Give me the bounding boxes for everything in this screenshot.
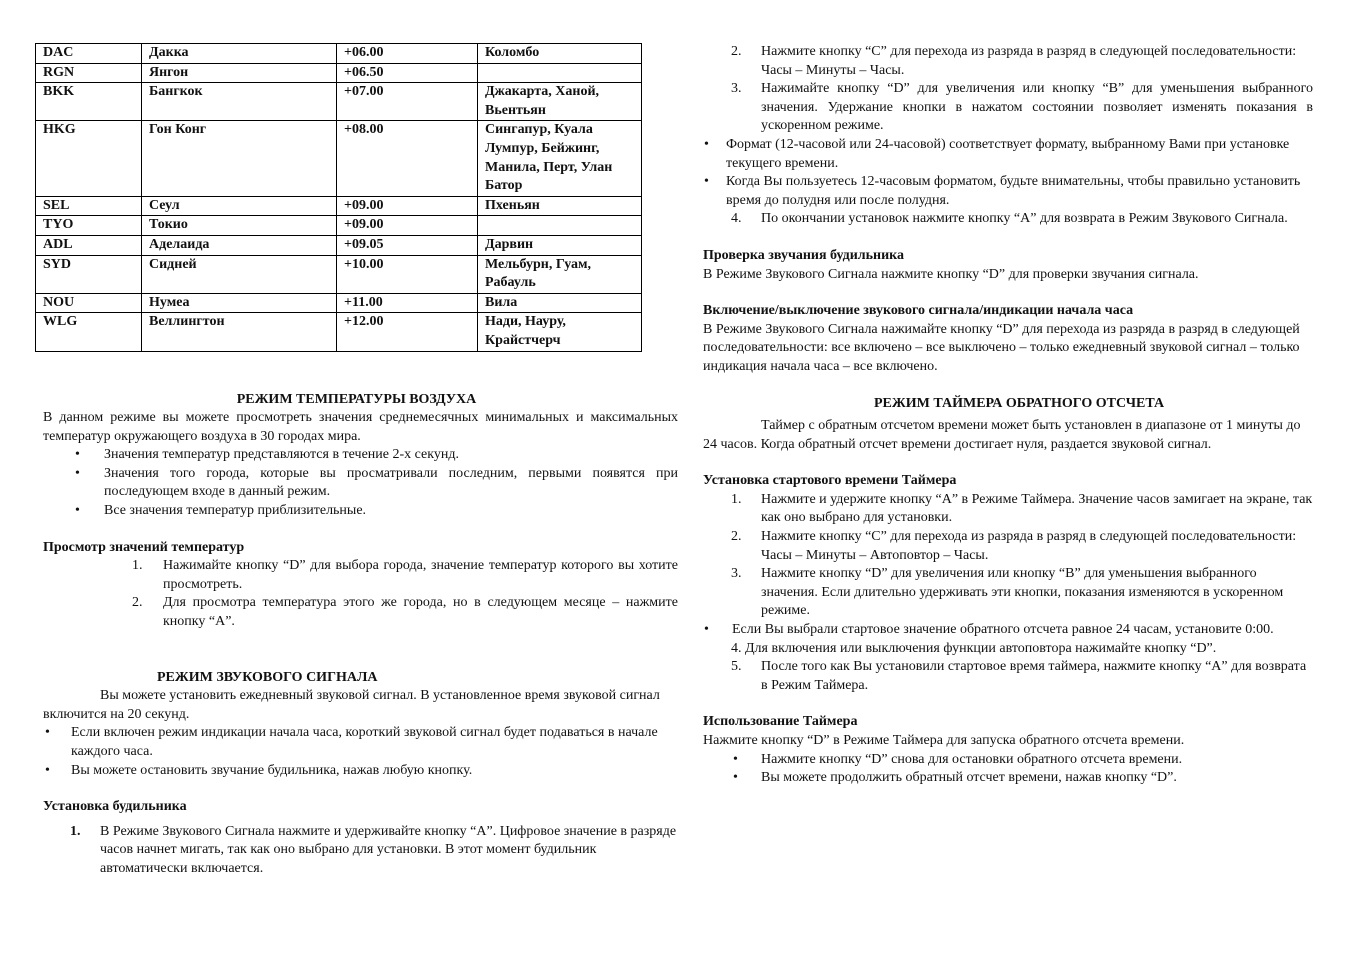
table-cell-also: Коломбо (478, 44, 642, 64)
alarm-sequence: Часы – Минуты – Часы. (761, 62, 905, 78)
table-cell-code: ADL (36, 235, 142, 255)
table-cell-city: Аделаида (142, 235, 337, 255)
table-cell-city: Веллингтон (142, 313, 337, 351)
list-item: 2. Для просмотра температура этого же города, но в следующем месяце – нажмите кнопку “A”. (132, 595, 678, 630)
table-cell-city: Токио (142, 216, 337, 236)
list-item: 1. В Режиме Звукового Сигнала нажмите и удерживайте кнопку “A”. Цифровое значение в разряде часов начнет мигать, так как оно выбрано для установки. В этот момент будильник автоматически включается. (70, 823, 677, 876)
bullet-icon: • (733, 751, 738, 767)
timer-24h-bullet (703, 621, 1313, 640)
table-cell-code: NOU (36, 293, 142, 313)
bullet-icon: • (75, 503, 80, 519)
table-cell-city: Дакка (142, 44, 337, 64)
table-cell-offset: +06.50 (337, 63, 478, 83)
bullet-icon: • (75, 447, 80, 463)
table-cell-offset: +09.00 (337, 216, 478, 236)
list-item: 3. Нажмите кнопку “D” для увеличения или кнопку “B” для уменьшения выбранного значения. Если длительно удерживать эти кнопки, показания изменяются в ускоренном режиме. (731, 566, 1284, 619)
table-cell-code: DAC (36, 44, 142, 64)
timer-use-text: Нажмите кнопку “D” в Режиме Таймера для запуска обратного отсчета времени. (703, 733, 1185, 748)
alarm-test-text: В Режиме Звукового Сигнала нажмите кнопку “D” для проверки звучания сигнала. (703, 266, 1199, 282)
table-cell-offset: +10.00 (337, 255, 478, 293)
alarm-setup-title: Установка будильника (43, 799, 187, 815)
table-cell-also: Вила (478, 293, 642, 313)
bullet-icon: • (704, 622, 709, 638)
list-item: • Вы можете продолжить обратный отсчет времени, нажав кнопку “D”. (703, 769, 1313, 788)
alarm-heading: РЕЖИМ ЗВУКОВОГО СИГНАЛА (157, 669, 378, 685)
table-cell-offset: +06.00 (337, 44, 478, 64)
alarm-setup-step1 (35, 823, 678, 879)
list-item: • Если Вы выбрали стартовое значение обратного отсчета равное 24 часам, установите 0:00. (703, 621, 1313, 640)
city-table-body (36, 44, 642, 352)
temperature-view-title: Просмотр значений температур (43, 539, 245, 555)
timer-setup-steps (703, 491, 1313, 621)
table-cell-offset: +07.00 (337, 83, 478, 121)
table-row (36, 255, 642, 293)
table-row (36, 293, 642, 313)
left-column (35, 0, 678, 879)
table-row (36, 121, 642, 196)
list-item: • Когда Вы пользуетесь 12-часовым форматом, будьте внимательны, чтобы правильно установить время до полудня или после полудня. (704, 174, 1301, 208)
alarm-setup-step4 (703, 210, 1313, 229)
bullet-icon: • (45, 725, 50, 741)
alarm-test-title: Проверка звучания будильника (703, 247, 905, 263)
list-item: • Если включен режим индикации начала часа, короткий звуковой сигнал будет подаваться в начале каждого часа. (45, 725, 658, 759)
list-item: 2. Нажмите кнопку “C” для перехода из разряда в разряд в следующей последовательности: Часы – Минуты – Часы. (703, 43, 1313, 80)
table-cell-offset: +11.00 (337, 293, 478, 313)
table-cell-offset: +09.00 (337, 196, 478, 216)
city-table (35, 43, 642, 352)
temperature-bullets (35, 446, 678, 520)
alarm-bullets (35, 724, 678, 780)
temperature-view-steps (35, 557, 678, 631)
bullet-icon: • (704, 174, 709, 190)
list-item: • Значения того города, которые вы просматривали последним, первыми появятся при последующем входе в данный режим. (75, 465, 678, 500)
list-item: • Нажмите кнопку “D” снова для остановки обратного отсчета времени. (703, 751, 1313, 770)
table-row (36, 313, 642, 351)
alarm-toggle-text: В Режиме Звукового Сигнала нажимайте кнопку “D” для перехода из разряда в разряд в следующей последовательности: все включено – все выключено – только ежедневный звуковой сигнал – только индикация начала часа – все включено. (703, 321, 1300, 374)
table-cell-city: Бангкок (142, 83, 337, 121)
table-row (36, 44, 642, 64)
bullet-icon: • (704, 136, 709, 152)
temperature-heading: РЕЖИМ ТЕМПЕРАТУРЫ ВОЗДУХА (236, 391, 477, 407)
alarm-toggle-title: Включение/выключение звукового сигнала/индикации начала часа (703, 303, 1134, 319)
table-cell-offset: +12.00 (337, 313, 478, 351)
table-cell-city: Янгон (142, 63, 337, 83)
list-item: • Вы можете остановить звучание будильника, нажав любую кнопку. (43, 762, 678, 781)
table-cell-code: BKK (36, 83, 142, 121)
table-cell-also: Мельбурн, Гуам, Рабауль (478, 255, 642, 293)
list-item: 4. По окончании установок нажмите кнопку “A” для возврата в Режим Звукового Сигнала. (731, 211, 1288, 227)
table-cell-code: TYO (36, 216, 142, 236)
table-cell-also (478, 216, 642, 236)
timer-setup-title: Установка стартового времени Таймера (703, 473, 957, 489)
table-cell-city: Гон Конг (142, 121, 337, 196)
table-cell-offset: +08.00 (337, 121, 478, 196)
table-cell-city: Сеул (142, 196, 337, 216)
timer-heading: РЕЖИМ ТАЙМЕРА ОБРАТНОГО ОТСЧЕТА (874, 395, 1165, 411)
timer-use-bullets (703, 751, 1313, 788)
right-column (703, 43, 1313, 788)
table-row (36, 216, 642, 236)
list-item: 5. После того как Вы установили стартовое время таймера, нажмите кнопку “A” для возврата в Режим Таймера. (731, 659, 1307, 693)
table-cell-city: Нумеа (142, 293, 337, 313)
table-cell-code: WLG (36, 313, 142, 351)
alarm-setup-steps-cont (703, 43, 1313, 136)
table-row (36, 235, 642, 255)
list-item: 1. Нажимайте кнопку “D” для выбора города, значение температур которого вы хотите просмотреть. (132, 558, 678, 592)
table-cell-offset: +09.05 (337, 235, 478, 255)
timer-step5 (703, 658, 1313, 695)
bullet-icon: • (45, 762, 50, 778)
table-row (36, 63, 642, 83)
table-cell-also: Сингапур, Куала Лумпур, Бейжинг, Манила, Перт, Улан Батор (478, 121, 642, 196)
table-cell-also: Пхеньян (478, 196, 642, 216)
table-cell-code: SEL (36, 196, 142, 216)
list-item: • Все значения температур приблизительные. (43, 502, 678, 521)
table-cell-code: RGN (36, 63, 142, 83)
list-item: 1. Нажмите и удержите кнопку “A” в Режиме Таймера. Значение часов замигает на экране, так как оно выбрано для установки. (731, 491, 1313, 526)
table-cell-also: Джакарта, Ханой, Вьентьян (478, 83, 642, 121)
temperature-intro: В данном режиме вы можете просмотреть значения среднемесячных минимальных и максимальных температур окружающего воздуха в 30 городах мира. (43, 410, 678, 444)
table-row (36, 83, 642, 121)
alarm-format-bullets (703, 136, 1313, 210)
table-cell-also: Нади, Науру, Крайстчерч (478, 313, 642, 351)
timer-use-title: Использование Таймера (703, 714, 858, 730)
table-cell-code: SYD (36, 255, 142, 293)
alarm-intro: Вы можете установить ежедневный звуковой сигнал. В установленное время звуковой сигнал включится на 20 секунд. (43, 688, 660, 722)
bullet-icon: • (75, 465, 80, 481)
list-item: 3. Нажимайте кнопку “D” для увеличения или кнопку “B” для уменьшения выбранного значения. Удержание кнопки в нажатом состоянии позволяет изменять показания в ускоренном режиме. (731, 81, 1313, 134)
table-cell-code: HKG (36, 121, 142, 196)
table-row (36, 196, 642, 216)
bullet-icon: • (733, 770, 738, 786)
list-item: • Значения температур представляются в течение 2-х секунд. (43, 446, 678, 465)
list-item: 2. Нажмите кнопку “C” для перехода из разряда в разряд в следующей последовательности: Часы – Минуты – Автоповтор – Часы. (731, 529, 1297, 563)
table-cell-also: Дарвин (478, 235, 642, 255)
timer-intro: Таймер с обратным отсчетом времени может быть установлен в диапазоне от 1 минуты до 24 часов. Когда обратный отсчет времени достигает нуля, раздается звуковой сигнал. (703, 418, 1301, 452)
table-cell-also (478, 63, 642, 83)
table-cell-city: Сидней (142, 255, 337, 293)
timer-step4: 4. Для включения или выключения функции автоповтора нажимайте кнопку “D”. (731, 640, 1217, 656)
list-item: • Формат (12-часовой или 24-часовой) соответствует формату, выбранному Вами при установке текущего времени. (704, 136, 1290, 171)
